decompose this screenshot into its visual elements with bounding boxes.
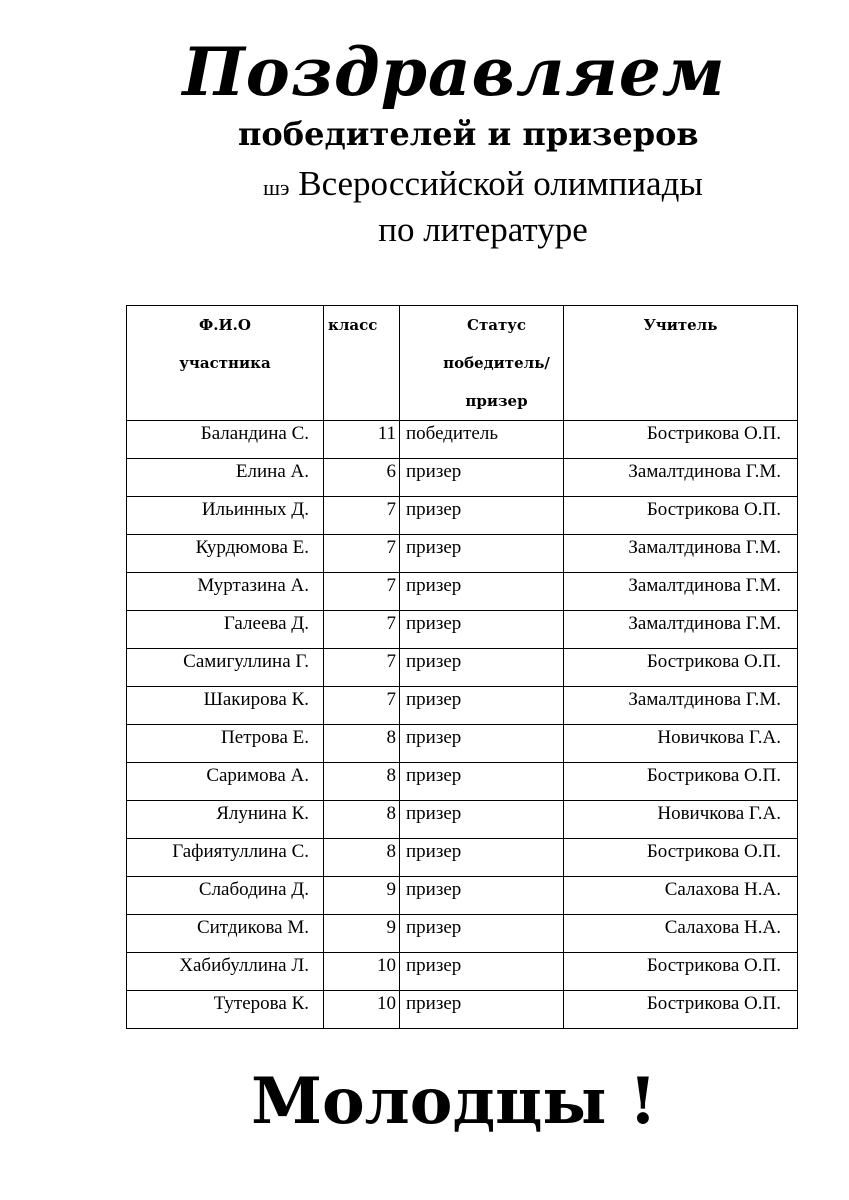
cell-name: Елина А. — [127, 459, 324, 497]
table-row — [127, 649, 798, 687]
closing-message: Молодцы ! — [251, 1064, 657, 1139]
cell-class: 7 — [324, 535, 400, 573]
header-class — [324, 306, 400, 421]
cell-name: Тутерова К. — [127, 991, 324, 1029]
header-status-line2: победитель/ — [443, 354, 550, 372]
page-subtitle: победителей и призеров — [238, 115, 699, 153]
cell-name: Петрова Е. — [127, 725, 324, 763]
header-name — [127, 306, 324, 421]
cell-name: Саримова А. — [127, 763, 324, 801]
cell-status: призер — [400, 459, 564, 497]
cell-teacher: Бострикова О.П. — [564, 991, 798, 1029]
cell-class: 7 — [324, 687, 400, 725]
cell-name: Слабодина Д. — [127, 877, 324, 915]
header-status-line1: Статус — [467, 316, 526, 334]
header-teacher — [564, 306, 798, 421]
page-title: Поздравляем — [182, 33, 726, 111]
table-row — [127, 497, 798, 535]
cell-class: 8 — [324, 839, 400, 877]
cell-class: 7 — [324, 497, 400, 535]
cell-name: Муртазина А. — [127, 573, 324, 611]
cell-class: 7 — [324, 649, 400, 687]
header-name-line2: участника — [179, 354, 271, 372]
cell-status: призер — [400, 763, 564, 801]
cell-status: победитель — [400, 421, 564, 459]
header-name-line1: Ф.И.О — [199, 316, 251, 334]
table-row — [127, 421, 798, 459]
olympiad-title: Всероссийской олимпиады — [298, 164, 703, 203]
cell-name: Баландина С. — [127, 421, 324, 459]
cell-teacher: Бострикова О.П. — [564, 953, 798, 991]
cell-status: призер — [400, 649, 564, 687]
cell-teacher: Салахова Н.А. — [564, 915, 798, 953]
header-teacher-label: Учитель — [643, 316, 718, 334]
cell-class: 9 — [324, 877, 400, 915]
cell-status: призер — [400, 953, 564, 991]
cell-teacher: Салахова Н.А. — [564, 877, 798, 915]
olympiad-name — [0, 164, 849, 208]
table-row — [127, 573, 798, 611]
cell-class: 10 — [324, 991, 400, 1029]
table-row — [127, 991, 798, 1029]
results-table — [126, 305, 798, 1029]
cell-status: призер — [400, 877, 564, 915]
cell-teacher: Бострикова О.П. — [564, 649, 798, 687]
table-row — [127, 839, 798, 877]
header-class-label: класс — [328, 316, 378, 334]
cell-teacher: Замалтдинова Г.М. — [564, 459, 798, 497]
table-row — [127, 915, 798, 953]
header-status-line3: призер — [465, 392, 528, 410]
cell-status: призер — [400, 687, 564, 725]
table-row — [127, 877, 798, 915]
cell-teacher: Бострикова О.П. — [564, 497, 798, 535]
cell-teacher: Замалтдинова Г.М. — [564, 687, 798, 725]
cell-teacher: Бострикова О.П. — [564, 421, 798, 459]
cell-class: 8 — [324, 801, 400, 839]
cell-status: призер — [400, 611, 564, 649]
header-status — [400, 306, 564, 421]
cell-teacher: Замалтдинова Г.М. — [564, 611, 798, 649]
cell-teacher: Замалтдинова Г.М. — [564, 573, 798, 611]
cell-status: призер — [400, 535, 564, 573]
cell-teacher: Новичкова Г.А. — [564, 725, 798, 763]
cell-name: Самигуллина Г. — [127, 649, 324, 687]
cell-status: призер — [400, 839, 564, 877]
cell-status: призер — [400, 801, 564, 839]
cell-class: 7 — [324, 573, 400, 611]
cell-class: 9 — [324, 915, 400, 953]
cell-name: Галеева Д. — [127, 611, 324, 649]
table-row — [127, 535, 798, 573]
cell-teacher: Новичкова Г.А. — [564, 801, 798, 839]
cell-class: 6 — [324, 459, 400, 497]
stage-prefix: шэ — [263, 175, 290, 200]
cell-class: 7 — [324, 611, 400, 649]
cell-class: 8 — [324, 725, 400, 763]
cell-name: Ситдикова М. — [127, 915, 324, 953]
table-row — [127, 801, 798, 839]
cell-teacher: Бострикова О.П. — [564, 763, 798, 801]
cell-status: призер — [400, 573, 564, 611]
table-row — [127, 459, 798, 497]
cell-status: призер — [400, 915, 564, 953]
subject-line: по литературе — [378, 210, 588, 249]
cell-status: призер — [400, 991, 564, 1029]
table-row — [127, 725, 798, 763]
cell-status: призер — [400, 497, 564, 535]
cell-class: 11 — [324, 421, 400, 459]
table-row — [127, 953, 798, 991]
cell-name: Ялунина К. — [127, 801, 324, 839]
table-row — [127, 611, 798, 649]
table-header-row — [127, 306, 798, 421]
cell-class: 10 — [324, 953, 400, 991]
cell-teacher: Замалтдинова Г.М. — [564, 535, 798, 573]
cell-name: Ильинных Д. — [127, 497, 324, 535]
cell-name: Хабибуллина Л. — [127, 953, 324, 991]
table-row — [127, 687, 798, 725]
cell-name: Гафиятуллина С. — [127, 839, 324, 877]
cell-class: 8 — [324, 763, 400, 801]
cell-name: Шакирова К. — [127, 687, 324, 725]
table-row — [127, 763, 798, 801]
cell-name: Курдюмова Е. — [127, 535, 324, 573]
cell-status: призер — [400, 725, 564, 763]
cell-teacher: Бострикова О.П. — [564, 839, 798, 877]
